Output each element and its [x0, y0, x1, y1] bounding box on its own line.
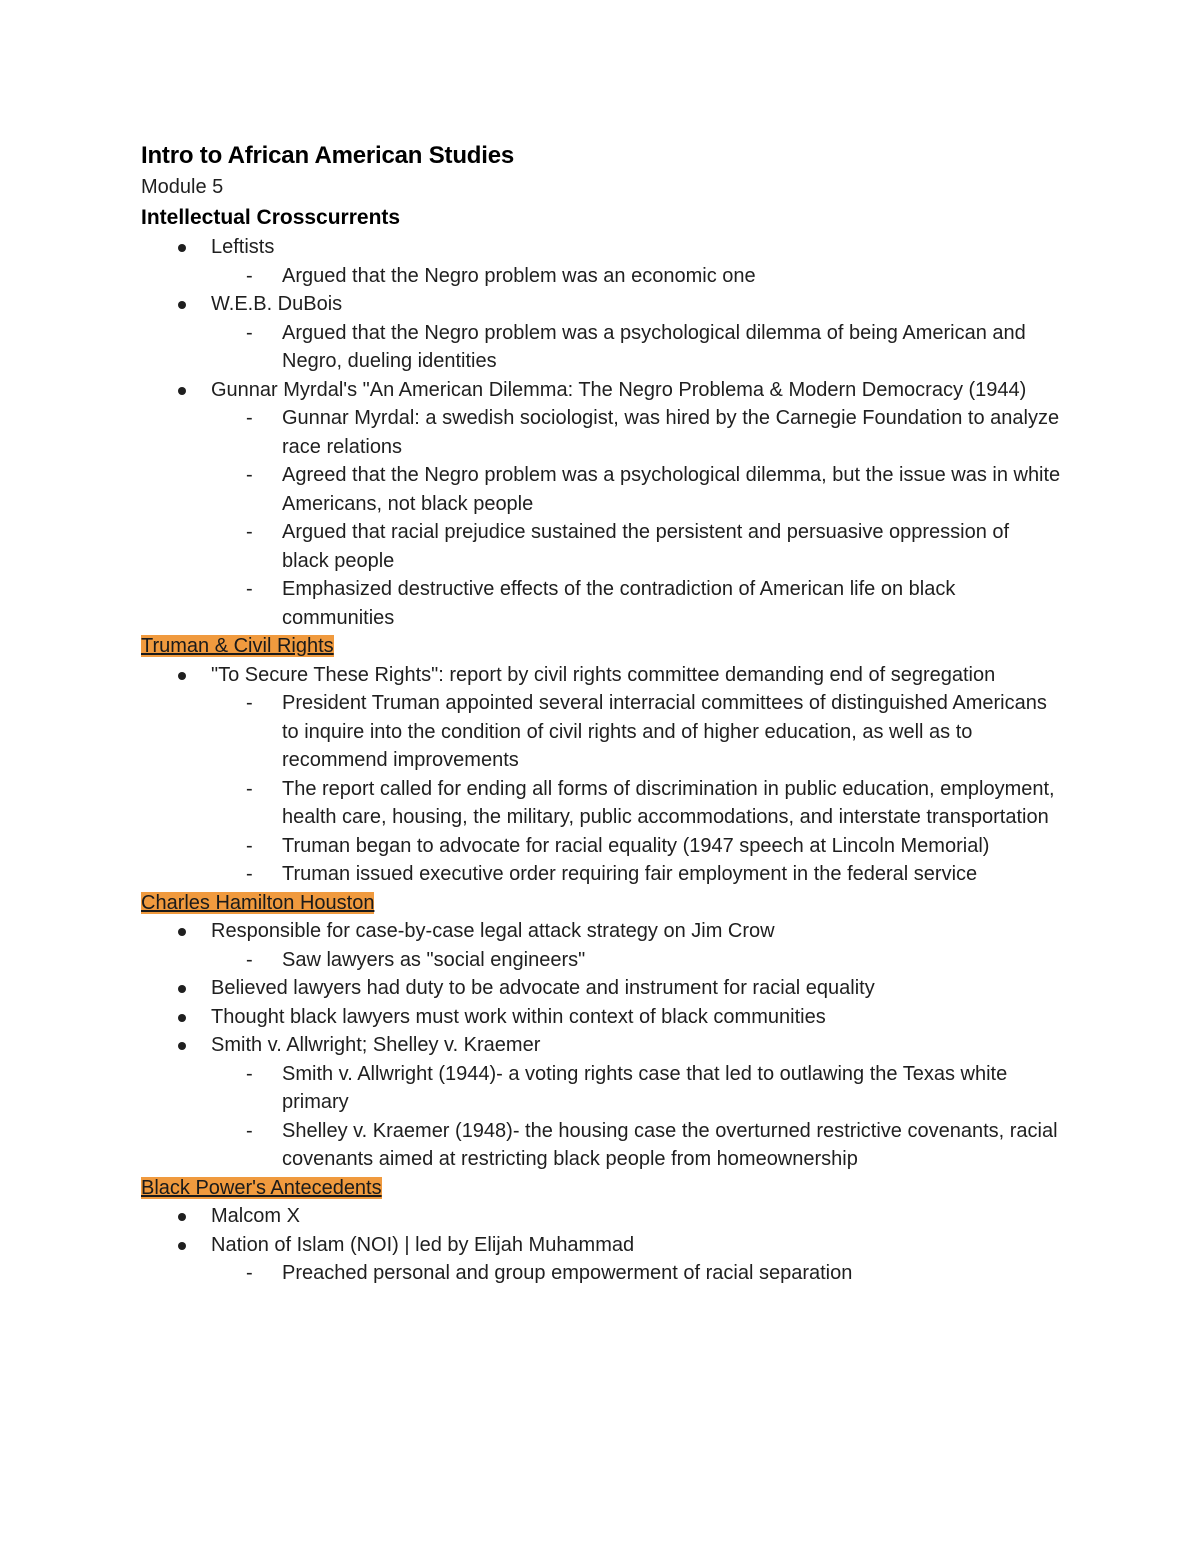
sub-list-item [141, 518, 1061, 575]
dash-icon: - [246, 692, 253, 714]
dash-icon: - [246, 521, 253, 543]
section-heading-highlighted [141, 632, 1061, 661]
section-heading-highlighted [141, 889, 1061, 918]
sub-list-item [141, 575, 1061, 632]
bullet-dot-icon [178, 301, 186, 309]
sub-list-item [141, 860, 1061, 889]
section-black-powers-antecedents [141, 1174, 1061, 1288]
sub-list [141, 404, 1061, 632]
sub-list [141, 262, 1061, 291]
bullet-dot-icon [178, 244, 186, 252]
sub-list-item [141, 319, 1061, 376]
list-item [141, 376, 1061, 633]
sub-list-item-text: Gunnar Myrdal: a swedish sociologist, was hired by the Carnegie Foundation to analyze race relations [282, 407, 1060, 458]
list-item-text: Gunnar Myrdal's "An American Dilemma: The Negro Problema & Modern Democracy (1944) [211, 378, 1027, 401]
sub-list-item-text: Truman began to advocate for racial equality (1947 speech at Lincoln Memorial) [282, 834, 990, 857]
list-item-text: Believed lawyers had duty to be advocate and instrument for racial equality [211, 977, 875, 999]
sub-list [141, 689, 1061, 889]
section-intellectual-crosscurrents [141, 202, 1061, 632]
list-item [141, 1231, 1061, 1288]
section-heading: Truman & Civil Rights [141, 635, 334, 657]
sub-list-item [141, 1060, 1061, 1117]
list-item [141, 1031, 1061, 1174]
dash-icon: - [246, 1119, 253, 1142]
list-item [141, 917, 1061, 974]
section-charles-hamilton-houston [141, 889, 1061, 1174]
list-item-text: Nation of Islam (NOI) | led by Elijah Muhammad [211, 1233, 635, 1256]
list-item-text: Leftists [211, 236, 275, 258]
dash-icon: - [246, 777, 253, 800]
document-page [141, 140, 1061, 1288]
sub-list-item-text: Smith v. Allwright (1944)- a voting rights case that led to outlawing the Texas white primary [282, 1062, 1008, 1113]
sub-list-item [141, 1117, 1061, 1174]
sub-list [141, 319, 1061, 376]
dash-icon: - [246, 407, 253, 429]
dash-icon: - [246, 264, 253, 287]
sub-list-item-text: Agreed that the Negro problem was a psychological dilemma, but the issue was in white Americans, not black people [282, 464, 1061, 515]
list-item-text: "To Secure These Rights": report by civil rights committee demanding end of segregation [211, 663, 996, 686]
dash-icon: - [246, 1062, 253, 1085]
bullet-dot-icon [178, 928, 186, 936]
sub-list-item-text: Preached personal and group empowerment of racial separation [282, 1262, 853, 1284]
bullet-dot-icon [178, 1014, 186, 1022]
bullet-list [141, 917, 1061, 1174]
section-heading: Intellectual Crosscurrents [141, 206, 401, 229]
bullet-dot-icon [178, 1213, 186, 1221]
list-item-text: Thought black lawyers must work within context of black communities [211, 1005, 826, 1028]
bullet-list [141, 1202, 1061, 1288]
module-label: Module 5 [141, 176, 224, 198]
list-item-text: Smith v. Allwright; Shelley v. Kraemer [211, 1034, 541, 1056]
section-heading: Black Power's Antecedents [141, 1176, 382, 1199]
sub-list-item-text: Emphasized destructive effects of the contradiction of American life on black communities [282, 578, 956, 629]
bullet-dot-icon [178, 1242, 186, 1250]
bullet-dot-icon [178, 387, 186, 395]
list-item-text: Responsible for case-by-case legal attack strategy on Jim Crow [211, 920, 775, 942]
list-item [141, 290, 1061, 376]
document-title: Intro to African American Studies [141, 142, 515, 169]
sub-list-item [141, 262, 1061, 291]
sub-list-item-text: Argued that the Negro problem was an economic one [282, 264, 756, 287]
list-item-text: W.E.B. DuBois [211, 293, 343, 315]
sub-list-item-text: President Truman appointed several interracial committees of distinguished Americans to inquire into the condition of civil rights and of higher education, as well as to recommend improvements [282, 692, 1047, 771]
sub-list-item-text: Shelley v. Kraemer (1948)- the housing case the overturned restrictive covenants, racial covenants aimed at restricting black people from homeownership [282, 1119, 1058, 1170]
sub-list-item-text: Argued that the Negro problem was a psychological dilemma of being American and Negro, dueling identities [282, 321, 1026, 372]
list-item [141, 661, 1061, 889]
list-item [141, 974, 1061, 1003]
sub-list-item [141, 461, 1061, 518]
list-item [141, 233, 1061, 290]
sub-list-item-text: Argued that racial prejudice sustained the persistent and persuasive oppression of black people [282, 521, 1010, 572]
sub-list-item [141, 1259, 1061, 1288]
sub-list-item-text: Truman issued executive order requiring fair employment in the federal service [282, 863, 978, 885]
sub-list-item [141, 832, 1061, 861]
bullet-dot-icon [178, 1042, 186, 1050]
section-heading: Charles Hamilton Houston [141, 891, 375, 914]
sub-list-item-text: The report called for ending all forms of discrimination in public education, employment, health care, housing, the military, public accommodations, and interstate transportation [282, 777, 1055, 828]
sub-list-item [141, 689, 1061, 775]
section-heading-highlighted [141, 1174, 1061, 1203]
section-truman-civil-rights [141, 632, 1061, 889]
sub-list [141, 1259, 1061, 1288]
bullet-list [141, 661, 1061, 889]
dash-icon: - [246, 834, 253, 857]
dash-icon: - [246, 321, 253, 344]
bullet-dot-icon [178, 985, 186, 993]
dash-icon: - [246, 464, 253, 486]
bullet-dot-icon [178, 672, 186, 680]
list-item [141, 1003, 1061, 1032]
list-item-text: Malcom X [211, 1205, 300, 1227]
dash-icon: - [246, 578, 253, 600]
sub-list-item [141, 775, 1061, 832]
dash-icon: - [246, 1262, 253, 1284]
bullet-list [141, 233, 1061, 632]
sub-list-item-text: Saw lawyers as "social engineers" [282, 948, 586, 971]
sub-list-item [141, 404, 1061, 461]
dash-icon: - [246, 948, 253, 971]
sub-list-item [141, 946, 1061, 975]
sub-list [141, 946, 1061, 975]
sub-list [141, 1060, 1061, 1174]
list-item [141, 1202, 1061, 1231]
dash-icon: - [246, 863, 253, 885]
